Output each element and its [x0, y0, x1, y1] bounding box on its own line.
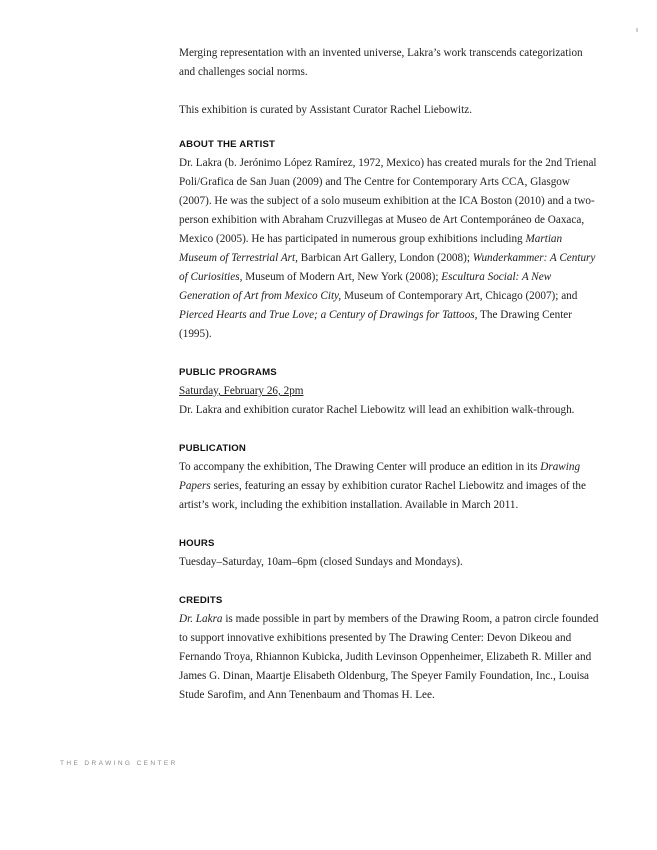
credits-italic-1: Dr. Lakra — [179, 613, 223, 625]
about-text-4: Museum of Contemporary Art, Chicago (2007); and — [341, 290, 578, 302]
publication-section — [179, 439, 599, 515]
about-heading: ABOUT THE ARTIST — [179, 139, 276, 150]
publication-text-2: series, featuring an essay by exhibition curator Rachel Liebowitz and images of the artist’s work, including the exhibition installation. Available in March 2011. — [179, 480, 586, 511]
hours-heading: HOURS — [179, 538, 215, 549]
programs-heading: PUBLIC PROGRAMS — [179, 367, 277, 378]
hours-text: Tuesday–Saturday, 10am–6pm (closed Sundays and Mondays). — [179, 556, 463, 568]
program-description: Dr. Lakra and exhibition curator Rachel Liebowitz will lead an exhibition walk-through. — [179, 404, 575, 416]
about-text-5: The Drawing Center (1995). — [179, 309, 573, 340]
publication-italic-1: Drawing Papers — [179, 461, 581, 492]
credits-text-1: is made possible in part by members of the Drawing Room, a patron circle founded to support innovative exhibitions presented by The Drawing Center: Devon Dikeou and Fernando Troya, Rhiannon Kubicka, Judith Levinson Oppenheimer, Elizabeth R. Miller and James G. Dinan, Maartje Elisabeth Oldenburg, The Speyer Family Foundation, Inc., Louisa Stude Sarofim, and Ann Tenenbaum and Thomas H. Lee. — [179, 613, 599, 701]
about-text-3: Museum of Modern Art, New York (2008); — [242, 271, 442, 283]
credits-section — [179, 591, 599, 705]
about-text-1: Dr. Lakra (b. Jerónimo López Ramírez, 1972, Mexico) has created murals for the 2nd Trienal Poli/Grafica de San Juan (2009) and The Centre for Contemporary Arts CCA, Glasgow (2007). He was the subject of a solo museum exhibition at the ICA Boston (2010) and a two-person exhibition with Abraham Cruzvillegas at Museo de Art Contemporáneo de Oaxaca, Mexico (2005). He has participated in numerous group exhibitions including — [179, 157, 597, 245]
about-italic-1: Martian Museum of Terrestrial Art, — [179, 233, 563, 264]
publication-paragraph — [179, 458, 599, 515]
curator-paragraph: This exhibition is curated by Assistant Curator Rachel Liebowitz. — [179, 104, 472, 116]
about-italic-2: Wunderkammer: A Century of Curiosities, — [179, 252, 596, 283]
about-text-2: Barbican Art Gallery, London (2008); — [297, 252, 473, 264]
program-date: Saturday, February 26, 2pm — [179, 385, 304, 397]
document-body — [179, 44, 599, 705]
credits-paragraph — [179, 610, 599, 705]
about-italic-3: Escultura Social: A New Generation of Art from Mexico City, — [179, 271, 552, 302]
hours-section — [179, 534, 599, 572]
about-section — [179, 135, 599, 344]
about-paragraph — [179, 154, 599, 344]
credits-heading: CREDITS — [179, 595, 223, 606]
publication-text-1: To accompany the exhibition, The Drawing Center will produce an edition in its — [179, 461, 541, 473]
about-italic-4: Pierced Hearts and True Love; a Century of Drawings for Tattoos, — [179, 309, 478, 321]
programs-section — [179, 363, 599, 420]
publication-heading: PUBLICATION — [179, 443, 247, 454]
footer-brand: THE DRAWING CENTER — [60, 760, 178, 767]
intro-paragraph: Merging representation with an invented universe, Lakra’s work transcends categorization and challenges social norms. — [179, 47, 583, 78]
page-corner-mark — [636, 28, 638, 32]
